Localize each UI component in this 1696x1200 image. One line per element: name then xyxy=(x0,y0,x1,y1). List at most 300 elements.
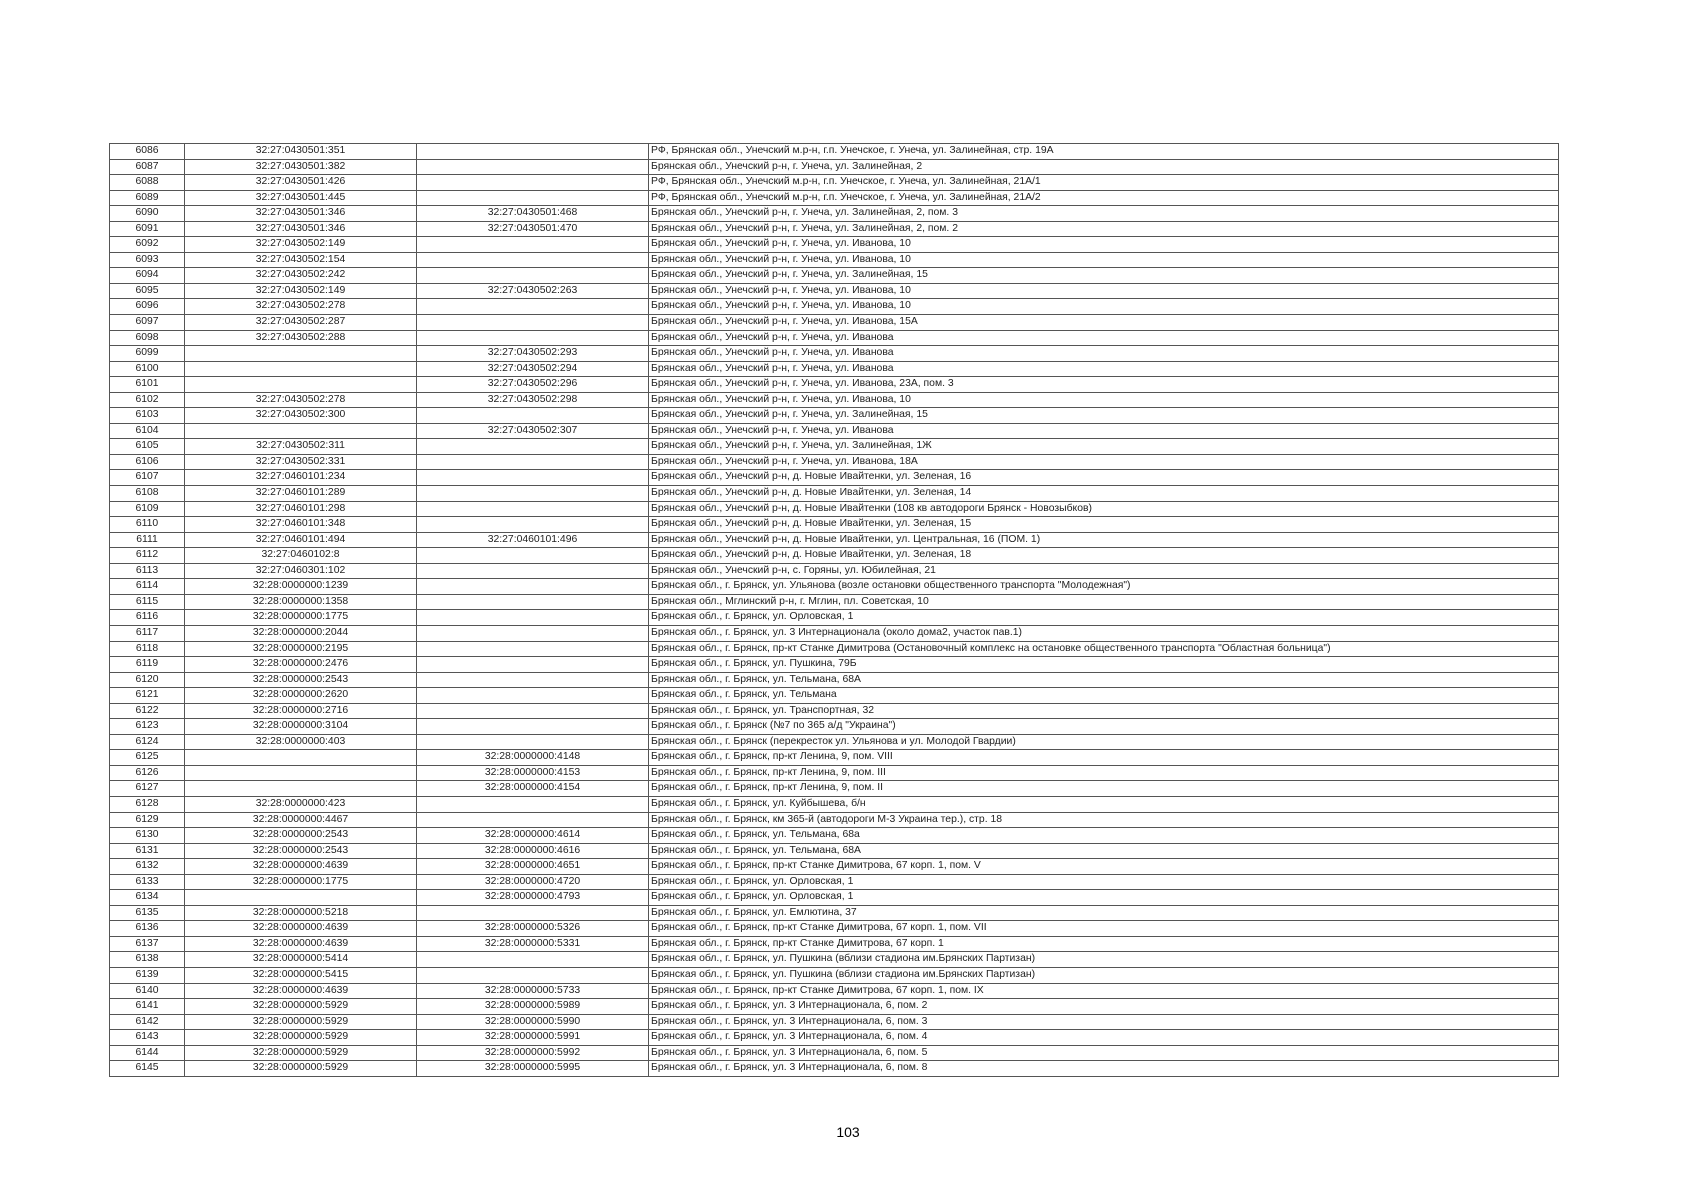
cadastral-number-parent-cell xyxy=(185,377,417,393)
address-cell: РФ, Брянская обл., Унечский м.р-н, г.п. Унечское, г. Унеча, ул. Залинейная, 21А/2 xyxy=(649,190,1559,206)
cadastral-number-parent-cell: 32:28:0000000:1775 xyxy=(185,874,417,890)
address-cell: Брянская обл., г. Брянск (№7 по 365 а/д "Украина") xyxy=(649,719,1559,735)
address-cell: Брянская обл., г. Брянск, ул. Орловская, 1 xyxy=(649,874,1559,890)
cadastral-number-cell: 32:28:0000000:5331 xyxy=(417,936,649,952)
row-number-cell: 6135 xyxy=(110,905,185,921)
cadastral-number-cell xyxy=(417,967,649,983)
cadastral-number-parent-cell xyxy=(185,750,417,766)
table-row xyxy=(110,206,1559,222)
row-number-cell: 6124 xyxy=(110,734,185,750)
cadastral-number-cell xyxy=(417,408,649,424)
address-cell: Брянская обл., Унечский р-н, г. Унеча, ул. Иванова xyxy=(649,361,1559,377)
table-row xyxy=(110,1045,1559,1061)
cadastral-number-parent-cell: 32:27:0460101:298 xyxy=(185,501,417,517)
cadastral-number-cell xyxy=(417,330,649,346)
cadastral-number-cell xyxy=(417,237,649,253)
address-cell: Брянская обл., г. Брянск, ул. Емлютина, 37 xyxy=(649,905,1559,921)
row-number-cell: 6118 xyxy=(110,641,185,657)
cadastral-number-cell: 32:28:0000000:4793 xyxy=(417,890,649,906)
row-number-cell: 6119 xyxy=(110,657,185,673)
cadastral-number-cell xyxy=(417,439,649,455)
table-row xyxy=(110,843,1559,859)
table-row xyxy=(110,361,1559,377)
table-row xyxy=(110,144,1559,160)
table-row xyxy=(110,967,1559,983)
cadastral-number-cell xyxy=(417,315,649,331)
cadastral-number-parent-cell: 32:27:0430501:346 xyxy=(185,206,417,222)
address-cell: Брянская обл., г. Брянск, ул. Тельмана, 68а xyxy=(649,828,1559,844)
table-row xyxy=(110,423,1559,439)
address-cell: Брянская обл., г. Брянск, ул. Тельмана xyxy=(649,688,1559,704)
cadastral-number-parent-cell xyxy=(185,781,417,797)
cadastral-number-cell xyxy=(417,548,649,564)
cadastral-number-parent-cell: 32:27:0460301:102 xyxy=(185,563,417,579)
table-row xyxy=(110,252,1559,268)
cadastral-number-parent-cell: 32:27:0460101:234 xyxy=(185,470,417,486)
row-number-cell: 6133 xyxy=(110,874,185,890)
table-row xyxy=(110,159,1559,175)
cadastral-number-parent-cell: 32:27:0430502:242 xyxy=(185,268,417,284)
row-number-cell: 6140 xyxy=(110,983,185,999)
cadastral-number-cell: 32:27:0430502:298 xyxy=(417,392,649,408)
table-row xyxy=(110,283,1559,299)
cadastral-number-cell: 32:27:0460101:496 xyxy=(417,532,649,548)
table-row xyxy=(110,672,1559,688)
cadastral-number-parent-cell: 32:28:0000000:2543 xyxy=(185,828,417,844)
address-cell: Брянская обл., Унечский р-н, г. Унеча, ул. Залинейная, 15 xyxy=(649,408,1559,424)
table-row xyxy=(110,983,1559,999)
cadastral-number-cell xyxy=(417,486,649,502)
cadastral-number-parent-cell: 32:27:0430502:278 xyxy=(185,392,417,408)
cadastral-number-parent-cell xyxy=(185,346,417,362)
row-number-cell: 6105 xyxy=(110,439,185,455)
cadastral-number-cell xyxy=(417,579,649,595)
table-row xyxy=(110,175,1559,191)
row-number-cell: 6094 xyxy=(110,268,185,284)
address-cell: РФ, Брянская обл., Унечский м.р-н, г.п. Унечское, г. Унеча, ул. Залинейная, стр. 19А xyxy=(649,144,1559,160)
cadastral-number-cell: 32:27:0430502:307 xyxy=(417,423,649,439)
table-row xyxy=(110,470,1559,486)
row-number-cell: 6127 xyxy=(110,781,185,797)
row-number-cell: 6130 xyxy=(110,828,185,844)
cadastral-number-cell: 32:28:0000000:5989 xyxy=(417,999,649,1015)
cadastral-number-parent-cell: 32:27:0430502:149 xyxy=(185,237,417,253)
cadastral-number-parent-cell xyxy=(185,890,417,906)
address-cell: Брянская обл., г. Брянск (перекресток ул. Ульянова и ул. Молодой Гвардии) xyxy=(649,734,1559,750)
address-cell: Брянская обл., Унечский р-н, д. Новые Ивайтенки, ул. Центральная, 16 (ПОМ. 1) xyxy=(649,532,1559,548)
cadastral-number-parent-cell: 32:28:0000000:423 xyxy=(185,796,417,812)
cadastral-number-parent-cell: 32:28:0000000:5929 xyxy=(185,1030,417,1046)
address-cell: Брянская обл., г. Брянск, ул. 3 Интернационала, 6, пом. 8 xyxy=(649,1061,1559,1077)
cadastral-number-parent-cell: 32:27:0430502:278 xyxy=(185,299,417,315)
cadastral-number-cell: 32:28:0000000:5326 xyxy=(417,921,649,937)
row-number-cell: 6092 xyxy=(110,237,185,253)
cadastral-number-cell xyxy=(417,796,649,812)
row-number-cell: 6141 xyxy=(110,999,185,1015)
address-cell: Брянская обл., г. Брянск, пр-кт Станке Димитрова, 67 корп. 1, пом. VII xyxy=(649,921,1559,937)
table-row xyxy=(110,719,1559,735)
cadastral-number-parent-cell: 32:27:0460101:494 xyxy=(185,532,417,548)
address-cell: Брянская обл., Унечский р-н, д. Новые Ивайтенки, ул. Зеленая, 16 xyxy=(649,470,1559,486)
address-cell: Брянская обл., г. Брянск, пр-кт Ленина, 9, пом. II xyxy=(649,781,1559,797)
cadastral-number-parent-cell: 32:27:0430501:382 xyxy=(185,159,417,175)
table-row xyxy=(110,688,1559,704)
row-number-cell: 6143 xyxy=(110,1030,185,1046)
cadastral-number-parent-cell: 32:27:0430501:426 xyxy=(185,175,417,191)
address-cell: Брянская обл., Унечский р-н, г. Унеча, ул. Иванова, 10 xyxy=(649,283,1559,299)
row-number-cell: 6098 xyxy=(110,330,185,346)
address-cell: Брянская обл., г. Брянск, ул. Тельмана, 68А xyxy=(649,843,1559,859)
row-number-cell: 6132 xyxy=(110,859,185,875)
table-row xyxy=(110,859,1559,875)
row-number-cell: 6117 xyxy=(110,625,185,641)
cadastral-number-cell: 32:28:0000000:4153 xyxy=(417,765,649,781)
address-cell: Брянская обл., Унечский р-н, д. Новые Ивайтенки, ул. Зеленая, 14 xyxy=(649,486,1559,502)
address-cell: Брянская обл., Мглинский р-н, г. Мглин, пл. Советская, 10 xyxy=(649,594,1559,610)
row-number-cell: 6109 xyxy=(110,501,185,517)
cadastral-number-parent-cell: 32:27:0460101:348 xyxy=(185,517,417,533)
address-cell: Брянская обл., г. Брянск, ул. Пушкина (вблизи стадиона им.Брянских Партизан) xyxy=(649,952,1559,968)
address-cell: Брянская обл., г. Брянск, ул. Транспортная, 32 xyxy=(649,703,1559,719)
address-cell: Брянская обл., г. Брянск, пр-кт Станке Димитрова, 67 корп. 1 xyxy=(649,936,1559,952)
cadastral-number-parent-cell: 32:27:0430501:351 xyxy=(185,144,417,160)
table-row xyxy=(110,330,1559,346)
cadastral-number-cell xyxy=(417,657,649,673)
cadastral-number-parent-cell: 32:28:0000000:5929 xyxy=(185,1014,417,1030)
address-cell: Брянская обл., Унечский р-н, д. Новые Ивайтенки (108 кв автодороги Брянск - Новозыбков) xyxy=(649,501,1559,517)
table-row xyxy=(110,486,1559,502)
cadastral-number-parent-cell: 32:28:0000000:3104 xyxy=(185,719,417,735)
table-row xyxy=(110,703,1559,719)
row-number-cell: 6115 xyxy=(110,594,185,610)
address-cell: Брянская обл., Унечский р-н, г. Унеча, ул. Залинейная, 2, пом. 2 xyxy=(649,221,1559,237)
address-cell: Брянская обл., г. Брянск, ул. Орловская, 1 xyxy=(649,890,1559,906)
cadastral-number-cell xyxy=(417,719,649,735)
cadastral-number-cell xyxy=(417,144,649,160)
address-cell: Брянская обл., г. Брянск, ул. 3 Интернационала, 6, пом. 5 xyxy=(649,1045,1559,1061)
table-row xyxy=(110,517,1559,533)
table-row xyxy=(110,905,1559,921)
cadastral-number-parent-cell: 32:28:0000000:2476 xyxy=(185,657,417,673)
cadastral-number-cell: 32:28:0000000:5992 xyxy=(417,1045,649,1061)
table-row xyxy=(110,221,1559,237)
table-row xyxy=(110,454,1559,470)
table-row xyxy=(110,796,1559,812)
table-row xyxy=(110,501,1559,517)
cadastral-number-parent-cell: 32:27:0430501:346 xyxy=(185,221,417,237)
row-number-cell: 6134 xyxy=(110,890,185,906)
cadastral-number-cell xyxy=(417,688,649,704)
address-cell: Брянская обл., Унечский р-н, г. Унеча, ул. Залинейная, 2 xyxy=(649,159,1559,175)
table-row xyxy=(110,874,1559,890)
row-number-cell: 6107 xyxy=(110,470,185,486)
address-cell: Брянская обл., Унечский р-н, г. Унеча, ул. Иванова xyxy=(649,423,1559,439)
cadastral-number-parent-cell: 32:28:0000000:2195 xyxy=(185,641,417,657)
cadastral-number-cell xyxy=(417,812,649,828)
address-cell: Брянская обл., Унечский р-н, г. Унеча, ул. Иванова, 10 xyxy=(649,299,1559,315)
cadastral-number-cell: 32:28:0000000:4616 xyxy=(417,843,649,859)
row-number-cell: 6088 xyxy=(110,175,185,191)
cadastral-number-parent-cell: 32:27:0430502:149 xyxy=(185,283,417,299)
cadastral-number-cell: 32:28:0000000:4148 xyxy=(417,750,649,766)
row-number-cell: 6106 xyxy=(110,454,185,470)
table-row xyxy=(110,563,1559,579)
cadastral-number-cell: 32:28:0000000:4154 xyxy=(417,781,649,797)
cadastral-number-parent-cell: 32:28:0000000:5414 xyxy=(185,952,417,968)
row-number-cell: 6122 xyxy=(110,703,185,719)
row-number-cell: 6103 xyxy=(110,408,185,424)
row-number-cell: 6108 xyxy=(110,486,185,502)
table-row xyxy=(110,532,1559,548)
address-cell: Брянская обл., г. Брянск, ул. Ульянова (возле остановки общественного транспорта "Молодежная") xyxy=(649,579,1559,595)
table-row xyxy=(110,346,1559,362)
address-cell: Брянская обл., Унечский р-н, г. Унеча, ул. Иванова, 23А, пом. 3 xyxy=(649,377,1559,393)
cadastral-number-cell xyxy=(417,625,649,641)
address-cell: Брянская обл., г. Брянск, ул. 3 Интернационала (около дома2, участок пав.1) xyxy=(649,625,1559,641)
cadastral-number-cell xyxy=(417,517,649,533)
cadastral-number-parent-cell: 32:27:0430502:331 xyxy=(185,454,417,470)
address-cell: Брянская обл., Унечский р-н, д. Новые Ивайтенки, ул. Зеленая, 15 xyxy=(649,517,1559,533)
cadastral-number-cell: 32:27:0430502:293 xyxy=(417,346,649,362)
row-number-cell: 6086 xyxy=(110,144,185,160)
cadastral-number-parent-cell: 32:28:0000000:4639 xyxy=(185,921,417,937)
row-number-cell: 6112 xyxy=(110,548,185,564)
address-cell: Брянская обл., г. Брянск, пр-кт Станке Димитрова, 67 корп. 1, пом. IX xyxy=(649,983,1559,999)
cadastral-number-parent-cell: 32:28:0000000:4467 xyxy=(185,812,417,828)
table-row xyxy=(110,408,1559,424)
cadastral-number-parent-cell: 32:28:0000000:2543 xyxy=(185,672,417,688)
cadastral-number-parent-cell: 32:28:0000000:1239 xyxy=(185,579,417,595)
cadastral-number-parent-cell: 32:28:0000000:4639 xyxy=(185,936,417,952)
cadastral-number-cell xyxy=(417,905,649,921)
address-cell: Брянская обл., Унечский р-н, г. Унеча, ул. Иванова, 18А xyxy=(649,454,1559,470)
address-cell: Брянская обл., г. Брянск, пр-кт Ленина, 9, пом. VIII xyxy=(649,750,1559,766)
table-row xyxy=(110,812,1559,828)
row-number-cell: 6096 xyxy=(110,299,185,315)
row-number-cell: 6101 xyxy=(110,377,185,393)
row-number-cell: 6131 xyxy=(110,843,185,859)
address-cell: Брянская обл., Унечский р-н, г. Унеча, ул. Иванова, 15А xyxy=(649,315,1559,331)
table-row xyxy=(110,936,1559,952)
cadastral-number-parent-cell: 32:27:0460102:8 xyxy=(185,548,417,564)
table-row xyxy=(110,750,1559,766)
table-row xyxy=(110,952,1559,968)
table-row xyxy=(110,765,1559,781)
row-number-cell: 6144 xyxy=(110,1045,185,1061)
table-row xyxy=(110,392,1559,408)
cadastral-number-parent-cell: 32:28:0000000:5415 xyxy=(185,967,417,983)
cadastral-number-parent-cell xyxy=(185,765,417,781)
table-row xyxy=(110,657,1559,673)
cadastral-number-parent-cell: 32:28:0000000:5929 xyxy=(185,1045,417,1061)
address-cell: Брянская обл., Унечский р-н, г. Унеча, ул. Иванова, 10 xyxy=(649,252,1559,268)
row-number-cell: 6102 xyxy=(110,392,185,408)
row-number-cell: 6142 xyxy=(110,1014,185,1030)
table-row xyxy=(110,548,1559,564)
row-number-cell: 6091 xyxy=(110,221,185,237)
cadastral-number-cell xyxy=(417,190,649,206)
cadastral-number-parent-cell xyxy=(185,423,417,439)
cadastral-number-cell: 32:27:0430502:263 xyxy=(417,283,649,299)
cadastral-number-cell: 32:27:0430501:470 xyxy=(417,221,649,237)
table-row xyxy=(110,315,1559,331)
table-row xyxy=(110,439,1559,455)
address-cell: Брянская обл., Унечский р-н, д. Новые Ивайтенки, ул. Зеленая, 18 xyxy=(649,548,1559,564)
address-cell: Брянская обл., г. Брянск, ул. Пушкина (вблизи стадиона им.Брянских Партизан) xyxy=(649,967,1559,983)
table-row xyxy=(110,828,1559,844)
cadastral-number-cell: 32:28:0000000:4651 xyxy=(417,859,649,875)
table-row xyxy=(110,1061,1559,1077)
table-row xyxy=(110,890,1559,906)
address-cell: Брянская обл., г. Брянск, ул. 3 Интернационала, 6, пом. 2 xyxy=(649,999,1559,1015)
address-cell: РФ, Брянская обл., Унечский м.р-н, г.п. Унечское, г. Унеча, ул. Залинейная, 21А/1 xyxy=(649,175,1559,191)
cadastral-number-parent-cell: 32:27:0430501:445 xyxy=(185,190,417,206)
row-number-cell: 6139 xyxy=(110,967,185,983)
cadastral-number-cell xyxy=(417,672,649,688)
cadastral-number-parent-cell: 32:27:0430502:287 xyxy=(185,315,417,331)
cadastral-number-cell xyxy=(417,175,649,191)
table-row xyxy=(110,299,1559,315)
address-cell: Брянская обл., г. Брянск, ул. Орловская, 1 xyxy=(649,610,1559,626)
cadastral-number-cell xyxy=(417,952,649,968)
table-row xyxy=(110,641,1559,657)
table-row xyxy=(110,190,1559,206)
table-row xyxy=(110,237,1559,253)
address-cell: Брянская обл., г. Брянск, пр-кт Станке Димитрова, 67 корп. 1, пом. V xyxy=(649,859,1559,875)
address-cell: Брянская обл., г. Брянск, ул. Куйбышева, б/н xyxy=(649,796,1559,812)
row-number-cell: 6116 xyxy=(110,610,185,626)
cadastral-number-cell: 32:28:0000000:5995 xyxy=(417,1061,649,1077)
cadastral-number-cell: 32:28:0000000:5991 xyxy=(417,1030,649,1046)
address-cell: Брянская обл., г. Брянск, ул. 3 Интернационала, 6, пом. 4 xyxy=(649,1030,1559,1046)
cadastral-number-cell xyxy=(417,470,649,486)
row-number-cell: 6090 xyxy=(110,206,185,222)
address-cell: Брянская обл., г. Брянск, пр-кт Ленина, 9, пом. III xyxy=(649,765,1559,781)
cadastral-number-cell xyxy=(417,734,649,750)
row-number-cell: 6110 xyxy=(110,517,185,533)
cadastral-number-parent-cell: 32:27:0430502:154 xyxy=(185,252,417,268)
cadastral-number-cell xyxy=(417,594,649,610)
address-cell: Брянская обл., Унечский р-н, г. Унеча, ул. Залинейная, 1Ж xyxy=(649,439,1559,455)
cadastral-number-parent-cell xyxy=(185,361,417,377)
row-number-cell: 6089 xyxy=(110,190,185,206)
row-number-cell: 6145 xyxy=(110,1061,185,1077)
table-row xyxy=(110,594,1559,610)
cadastral-number-cell xyxy=(417,610,649,626)
cadastral-number-cell xyxy=(417,159,649,175)
row-number-cell: 6137 xyxy=(110,936,185,952)
row-number-cell: 6121 xyxy=(110,688,185,704)
table-row xyxy=(110,610,1559,626)
row-number-cell: 6136 xyxy=(110,921,185,937)
cadastral-number-parent-cell: 32:28:0000000:2620 xyxy=(185,688,417,704)
row-number-cell: 6093 xyxy=(110,252,185,268)
cadastral-number-cell xyxy=(417,268,649,284)
cadastral-number-parent-cell: 32:28:0000000:1358 xyxy=(185,594,417,610)
cadastral-number-parent-cell: 32:27:0430502:311 xyxy=(185,439,417,455)
row-number-cell: 6095 xyxy=(110,283,185,299)
cadastral-number-cell xyxy=(417,563,649,579)
cadastral-number-cell: 32:27:0430502:294 xyxy=(417,361,649,377)
row-number-cell: 6104 xyxy=(110,423,185,439)
address-cell: Брянская обл., Унечский р-н, г. Унеча, ул. Иванова, 10 xyxy=(649,237,1559,253)
address-cell: Брянская обл., Унечский р-н, г. Унеча, ул. Залинейная, 15 xyxy=(649,268,1559,284)
row-number-cell: 6100 xyxy=(110,361,185,377)
row-number-cell: 6129 xyxy=(110,812,185,828)
table-body xyxy=(110,144,1559,1077)
cadastral-number-cell: 32:28:0000000:5733 xyxy=(417,983,649,999)
address-cell: Брянская обл., Унечский р-н, г. Унеча, ул. Иванова, 10 xyxy=(649,392,1559,408)
row-number-cell: 6138 xyxy=(110,952,185,968)
page-number: 103 xyxy=(836,1124,860,1140)
table-row xyxy=(110,921,1559,937)
cadastral-number-cell: 32:28:0000000:5990 xyxy=(417,1014,649,1030)
address-cell: Брянская обл., г. Брянск, ул. Тельмана, 68А xyxy=(649,672,1559,688)
cadastral-number-parent-cell: 32:28:0000000:5929 xyxy=(185,999,417,1015)
table-row xyxy=(110,579,1559,595)
cadastral-number-parent-cell: 32:27:0430502:300 xyxy=(185,408,417,424)
address-cell: Брянская обл., г. Брянск, км 365-й (автодороги М-3 Украина тер.), стр. 18 xyxy=(649,812,1559,828)
cadastral-number-cell xyxy=(417,252,649,268)
table-row xyxy=(110,377,1559,393)
address-cell: Брянская обл., Унечский р-н, г. Унеча, ул. Иванова xyxy=(649,330,1559,346)
address-cell: Брянская обл., Унечский р-н, г. Унеча, ул. Залинейная, 2, пом. 3 xyxy=(649,206,1559,222)
cadastral-number-cell: 32:28:0000000:4614 xyxy=(417,828,649,844)
row-number-cell: 6114 xyxy=(110,579,185,595)
row-number-cell: 6099 xyxy=(110,346,185,362)
row-number-cell: 6113 xyxy=(110,563,185,579)
cadastral-number-parent-cell: 32:28:0000000:4639 xyxy=(185,859,417,875)
row-number-cell: 6120 xyxy=(110,672,185,688)
table-row xyxy=(110,781,1559,797)
cadastral-number-parent-cell: 32:27:0430502:288 xyxy=(185,330,417,346)
cadastral-number-parent-cell: 32:28:0000000:5218 xyxy=(185,905,417,921)
address-cell: Брянская обл., Унечский р-н, с. Горяны, ул. Юбилейная, 21 xyxy=(649,563,1559,579)
cadastral-number-parent-cell: 32:28:0000000:5929 xyxy=(185,1061,417,1077)
row-number-cell: 6126 xyxy=(110,765,185,781)
cadastral-number-cell: 32:27:0430501:468 xyxy=(417,206,649,222)
cadastral-number-parent-cell: 32:28:0000000:403 xyxy=(185,734,417,750)
row-number-cell: 6123 xyxy=(110,719,185,735)
cadastral-number-parent-cell: 32:28:0000000:2044 xyxy=(185,625,417,641)
cadastral-number-cell xyxy=(417,299,649,315)
property-table xyxy=(109,143,1559,1077)
cadastral-number-cell xyxy=(417,501,649,517)
address-cell: Брянская обл., г. Брянск, ул. 3 Интернационала, 6, пом. 3 xyxy=(649,1014,1559,1030)
table-row xyxy=(110,268,1559,284)
row-number-cell: 6097 xyxy=(110,315,185,331)
cadastral-number-cell: 32:27:0430502:296 xyxy=(417,377,649,393)
row-number-cell: 6125 xyxy=(110,750,185,766)
cadastral-number-parent-cell: 32:28:0000000:2543 xyxy=(185,843,417,859)
address-cell: Брянская обл., г. Брянск, ул. Пушкина, 79Б xyxy=(649,657,1559,673)
cadastral-number-parent-cell: 32:28:0000000:4639 xyxy=(185,983,417,999)
address-cell: Брянская обл., г. Брянск, пр-кт Станке Димитрова (Остановочный комплекс на остановке общественного транспорта "Областная больница") xyxy=(649,641,1559,657)
cadastral-number-cell xyxy=(417,454,649,470)
table-row xyxy=(110,1014,1559,1030)
cadastral-number-cell xyxy=(417,641,649,657)
table-row xyxy=(110,999,1559,1015)
table-row xyxy=(110,1030,1559,1046)
row-number-cell: 6128 xyxy=(110,796,185,812)
address-cell: Брянская обл., Унечский р-н, г. Унеча, ул. Иванова xyxy=(649,346,1559,362)
cadastral-number-cell xyxy=(417,703,649,719)
row-number-cell: 6087 xyxy=(110,159,185,175)
cadastral-number-parent-cell: 32:28:0000000:1775 xyxy=(185,610,417,626)
row-number-cell: 6111 xyxy=(110,532,185,548)
cadastral-number-parent-cell: 32:28:0000000:2716 xyxy=(185,703,417,719)
table-row xyxy=(110,734,1559,750)
